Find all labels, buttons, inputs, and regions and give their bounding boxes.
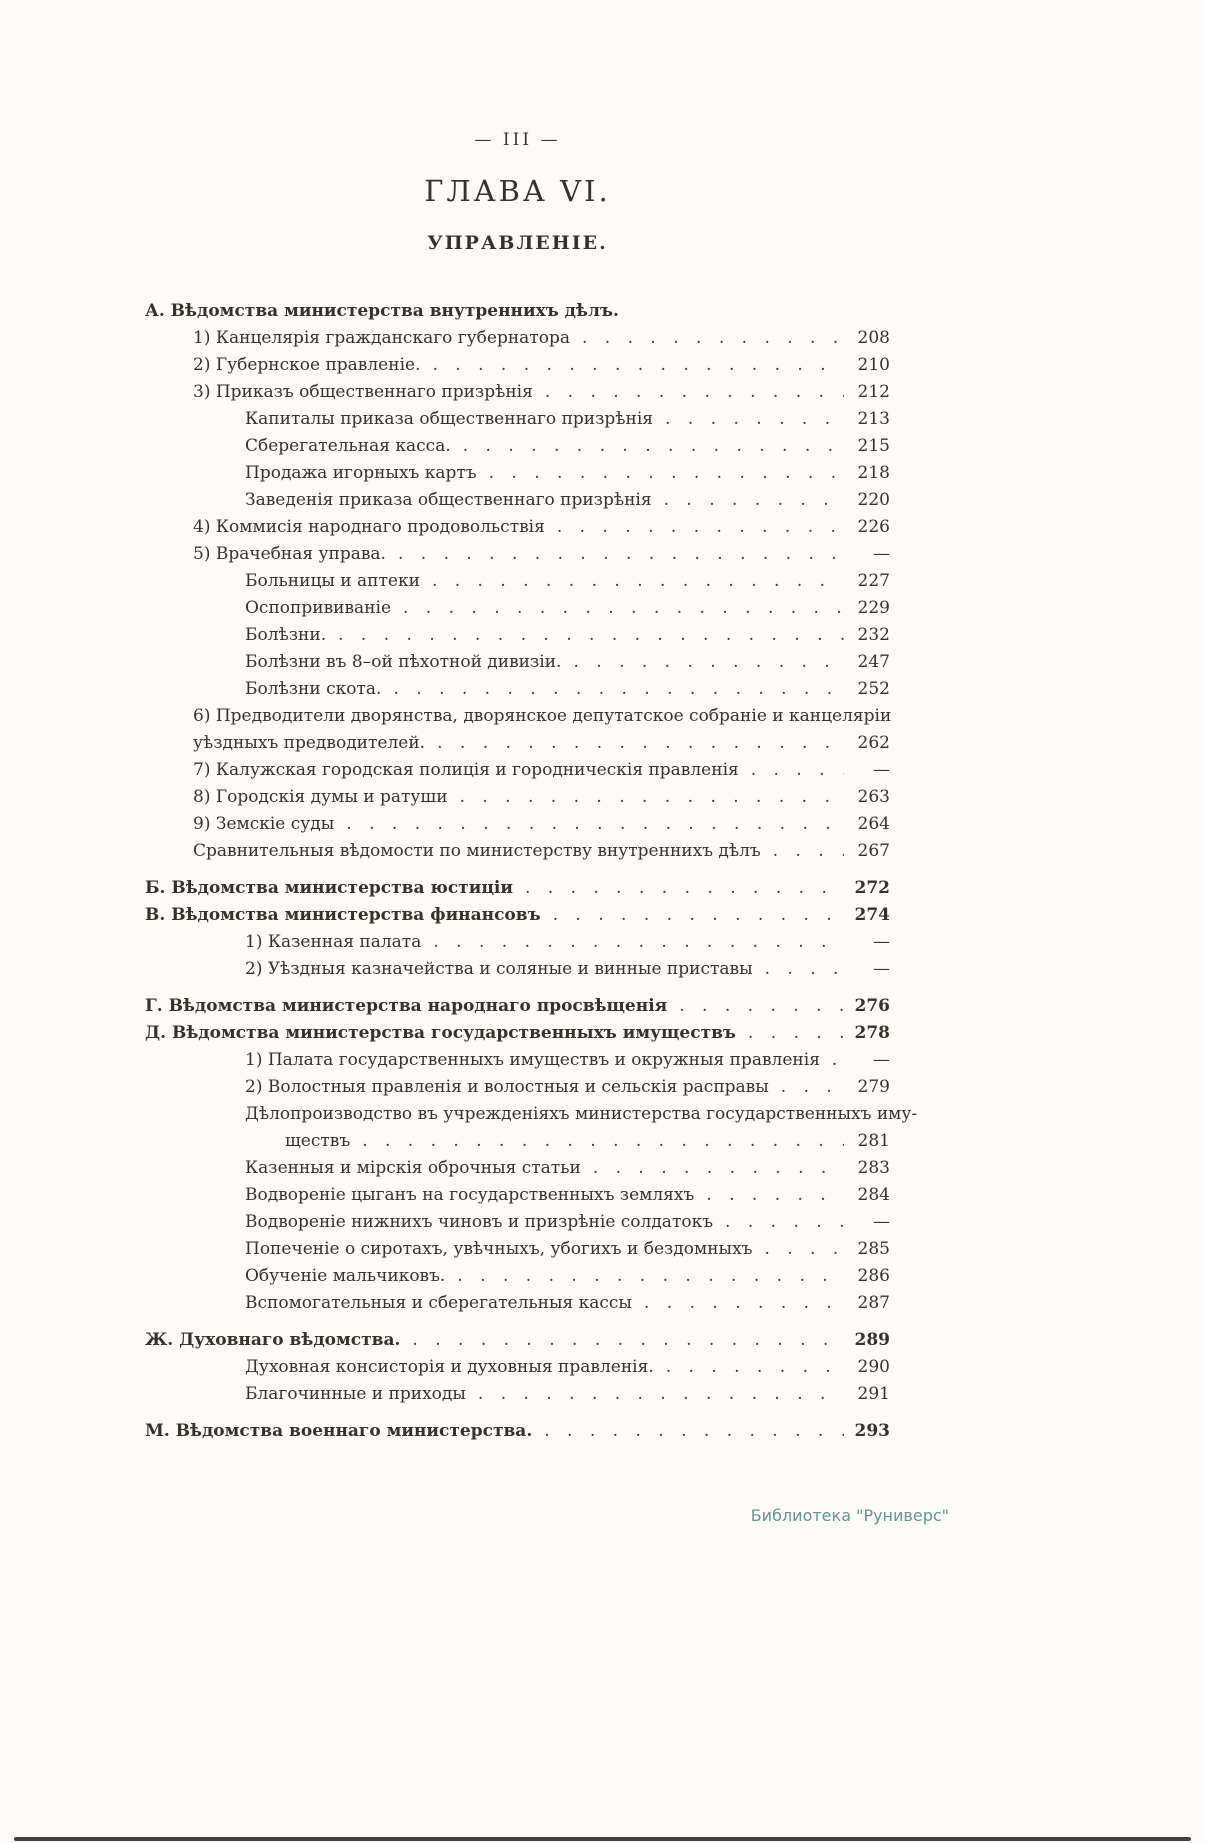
toc-row — [145, 622, 890, 649]
toc-row — [145, 757, 890, 784]
toc-entry-title: Б. Вѣдомства министерства юстиціи — [145, 878, 513, 898]
toc-page-number: 220 — [857, 490, 890, 510]
dot-leader — [425, 730, 844, 757]
toc-row — [145, 1354, 890, 1381]
toc-row — [145, 298, 890, 325]
dot-leader — [581, 1155, 844, 1182]
toc-entry-title: Благочинные и приходы — [245, 1384, 466, 1404]
dot-leader — [667, 993, 844, 1020]
toc-row — [145, 929, 890, 956]
toc-page-number: 229 — [857, 598, 890, 618]
page-number-header: — III — — [474, 130, 561, 150]
toc-row — [145, 956, 890, 983]
toc-page-number: 272 — [854, 878, 890, 898]
dot-leader — [654, 1354, 844, 1381]
toc-entry-title: 1) Палата государственныхъ имуществъ и окружныя правленія — [245, 1050, 820, 1070]
table-of-contents — [145, 298, 918, 1445]
toc-page-number: 279 — [857, 1077, 890, 1097]
toc-page-number: 286 — [857, 1266, 890, 1286]
dot-leader — [334, 811, 844, 838]
dot-leader — [420, 352, 844, 379]
dot-leader — [652, 487, 844, 514]
toc-page-number: — — [873, 959, 890, 979]
toc-entry-title: Попеченіе о сиротахъ, увѣчныхъ, убогихъ и бездомныхъ — [245, 1239, 753, 1259]
library-watermark: Библиотека "Руниверс" — [750, 1506, 949, 1525]
toc-page-number: 247 — [857, 652, 890, 672]
dot-leader — [448, 784, 844, 811]
toc-row — [145, 1263, 890, 1290]
toc-row — [145, 1182, 890, 1209]
toc-row — [145, 902, 890, 929]
toc-entry-title: Ж. Духовнаго вѣдомства. — [145, 1330, 401, 1350]
toc-page-number: 284 — [857, 1185, 890, 1205]
toc-row — [145, 1047, 890, 1074]
toc-row — [145, 1209, 890, 1236]
chapter-title: ГЛАВА VI. — [424, 174, 611, 208]
toc-row — [145, 568, 890, 595]
toc-entry-title: Сравнительныя вѣдомости по министерству внутреннихъ дѣлъ — [193, 841, 761, 861]
toc-page-number: 218 — [857, 463, 890, 483]
toc-entry-title: Продажа игорныхъ картъ — [245, 463, 477, 483]
toc-row — [145, 1128, 890, 1155]
toc-page-number: 208 — [857, 328, 890, 348]
dot-leader — [545, 514, 844, 541]
toc-page-number: 262 — [857, 733, 890, 753]
dot-leader — [753, 956, 844, 983]
toc-row — [145, 1236, 890, 1263]
toc-entry-title: 5) Врачебная управа. — [193, 544, 386, 564]
toc-entry-title: В. Вѣдомства министерства финансовъ — [145, 905, 541, 925]
dot-leader — [513, 875, 844, 902]
toc-row — [145, 703, 890, 730]
toc-entry-title: 1) Казенная палата — [245, 932, 422, 952]
toc-entry-title: Болѣзни. — [245, 625, 327, 645]
toc-page-number: 287 — [857, 1293, 890, 1313]
toc-entry-title: 7) Калужская городская полиція и городническія правленія — [193, 760, 739, 780]
toc-entry-title: 8) Городскія думы и ратуши — [193, 787, 448, 807]
toc-entry-title: Д. Вѣдомства министерства государственныхъ имуществъ — [145, 1023, 736, 1043]
toc-page-number: 264 — [857, 814, 890, 834]
toc-row — [145, 1155, 890, 1182]
toc-page-number: 263 — [857, 787, 890, 807]
toc-entry-title: 2) Волостныя правленія и волостныя и сельскія расправы — [245, 1077, 769, 1097]
toc-row — [145, 325, 890, 352]
toc-entry-title: Болѣзни въ 8–ой пѣхотной дивизіи. — [245, 652, 562, 672]
toc-entry-title: Дѣлопроизводство въ учрежденіяхъ министерства государственныхъ иму- — [245, 1104, 918, 1124]
dot-leader — [541, 902, 844, 929]
toc-row — [145, 875, 890, 902]
toc-row — [145, 1101, 918, 1128]
dot-leader — [739, 757, 844, 784]
toc-entry-title: М. Вѣдомства военнаго министерства. — [145, 1421, 533, 1441]
toc-entry-title: 6) Предводители дворянства, дворянское депутатское собраніе и канцеляріи — [193, 706, 892, 726]
dot-leader — [381, 676, 844, 703]
toc-page-number: 267 — [857, 841, 890, 861]
dot-leader — [451, 433, 844, 460]
toc-row — [145, 352, 890, 379]
toc-row — [145, 676, 890, 703]
toc-row — [145, 1020, 890, 1047]
toc-page-number: 281 — [857, 1131, 890, 1151]
toc-entry-title: Обученіе мальчиковъ. — [245, 1266, 446, 1286]
toc-row — [145, 1290, 890, 1317]
dot-leader — [570, 325, 844, 352]
dot-leader — [713, 1209, 844, 1236]
toc-entry-title: А. Вѣдомства министерства внутреннихъ дѣлъ. — [145, 301, 619, 321]
toc-row — [145, 649, 890, 676]
toc-entry-title: 4) Коммисія народнаго продовольствія — [193, 517, 545, 537]
toc-page-number: 212 — [857, 382, 890, 402]
toc-row — [145, 730, 890, 757]
toc-page-number: 293 — [854, 1421, 890, 1441]
dot-leader — [445, 1263, 844, 1290]
toc-entry-title: Капиталы приказа общественнаго призрѣнія — [245, 409, 654, 429]
dot-leader — [533, 379, 844, 406]
toc-row — [145, 460, 890, 487]
toc-page-number: — — [873, 1050, 890, 1070]
dot-leader — [820, 1047, 844, 1074]
toc-row — [145, 595, 890, 622]
dot-leader — [466, 1381, 844, 1408]
toc-row — [145, 838, 890, 865]
toc-entry-title: 1) Канцелярія гражданскаго губернатора — [193, 328, 570, 348]
toc-row — [145, 1381, 890, 1408]
toc-row — [145, 379, 890, 406]
toc-entry-title: 2) Губернское правленіе. — [193, 355, 421, 375]
toc-entry-title: 3) Приказъ общественнаго призрѣнія — [193, 382, 533, 402]
toc-row — [145, 433, 890, 460]
toc-page-number: 227 — [857, 571, 890, 591]
dot-leader — [386, 541, 844, 568]
scan-bottom-edge — [14, 1837, 1191, 1841]
toc-page-number: — — [873, 760, 890, 780]
toc-entry-title: Болѣзни скота. — [245, 679, 382, 699]
toc-row — [145, 541, 890, 568]
dot-leader — [421, 929, 844, 956]
dot-leader — [391, 595, 844, 622]
toc-entry-title: Больницы и аптеки — [245, 571, 420, 591]
toc-entry-title: Духовная консисторія и духовныя правленія. — [245, 1357, 654, 1377]
toc-row — [145, 811, 890, 838]
dot-leader — [769, 1074, 844, 1101]
toc-entry-title: Водвореніе нижнихъ чиновъ и призрѣніе солдатокъ — [245, 1212, 714, 1232]
dot-leader — [653, 406, 844, 433]
toc-page-number: 278 — [854, 1023, 890, 1043]
toc-entry-title: Казенныя и мірскія оброчныя статьи — [245, 1158, 581, 1178]
toc-page-number: 226 — [857, 517, 890, 537]
toc-row — [145, 993, 890, 1020]
toc-entry-title: 2) Уѣздныя казначейства и соляные и винные приставы — [245, 959, 753, 979]
toc-row — [145, 487, 890, 514]
toc-page-number: 276 — [854, 996, 890, 1016]
dot-leader — [326, 622, 844, 649]
dot-leader — [400, 1327, 844, 1354]
toc-entry-title: Оспопрививаніе — [245, 598, 392, 618]
toc-entry-title: Заведенія приказа общественнаго призрѣнія — [245, 490, 652, 510]
dot-leader — [532, 1418, 844, 1445]
toc-page-number: 283 — [857, 1158, 890, 1178]
toc-row — [145, 784, 890, 811]
toc-page-number: — — [873, 544, 890, 564]
dot-leader — [561, 649, 844, 676]
chapter-subtitle: УПРАВЛЕНІЕ. — [427, 232, 608, 254]
toc-entry-title: Г. Вѣдомства министерства народнаго просвѣщенія — [145, 996, 668, 1016]
toc-page-number: 291 — [857, 1384, 890, 1404]
toc-page-number: 274 — [854, 905, 890, 925]
toc-entry-title: Вспомогательныя и сберегательныя кассы — [245, 1293, 632, 1313]
toc-page-number: 213 — [857, 409, 890, 429]
toc-row — [145, 514, 890, 541]
toc-entry-title: уѣздныхъ предводителей. — [193, 733, 426, 753]
dot-leader — [736, 1020, 844, 1047]
toc-page-number: 215 — [857, 436, 890, 456]
toc-entry-title: 9) Земскіе суды — [193, 814, 335, 834]
dot-leader — [694, 1182, 844, 1209]
toc-page-number: 210 — [857, 355, 890, 375]
toc-entry-title: Водвореніе цыганъ на государственныхъ земляхъ — [245, 1185, 695, 1205]
dot-leader — [477, 460, 844, 487]
toc-entry-title: Сберегательная касса. — [245, 436, 451, 456]
toc-page-number: — — [873, 932, 890, 952]
dot-leader — [350, 1128, 844, 1155]
toc-row — [145, 1074, 890, 1101]
toc-page-number: 285 — [857, 1239, 890, 1259]
dot-leader — [761, 838, 844, 865]
toc-page-number: — — [873, 1212, 890, 1232]
toc-row — [145, 406, 890, 433]
toc-page-number: 289 — [854, 1330, 890, 1350]
toc-row — [145, 1418, 890, 1445]
toc-page-number: 232 — [857, 625, 890, 645]
dot-leader — [420, 568, 844, 595]
toc-row — [145, 1327, 890, 1354]
toc-page-number: 252 — [857, 679, 890, 699]
toc-entry-title: ществъ — [285, 1131, 351, 1151]
dot-leader — [632, 1290, 844, 1317]
dot-leader — [753, 1236, 845, 1263]
toc-page-number: 290 — [857, 1357, 890, 1377]
